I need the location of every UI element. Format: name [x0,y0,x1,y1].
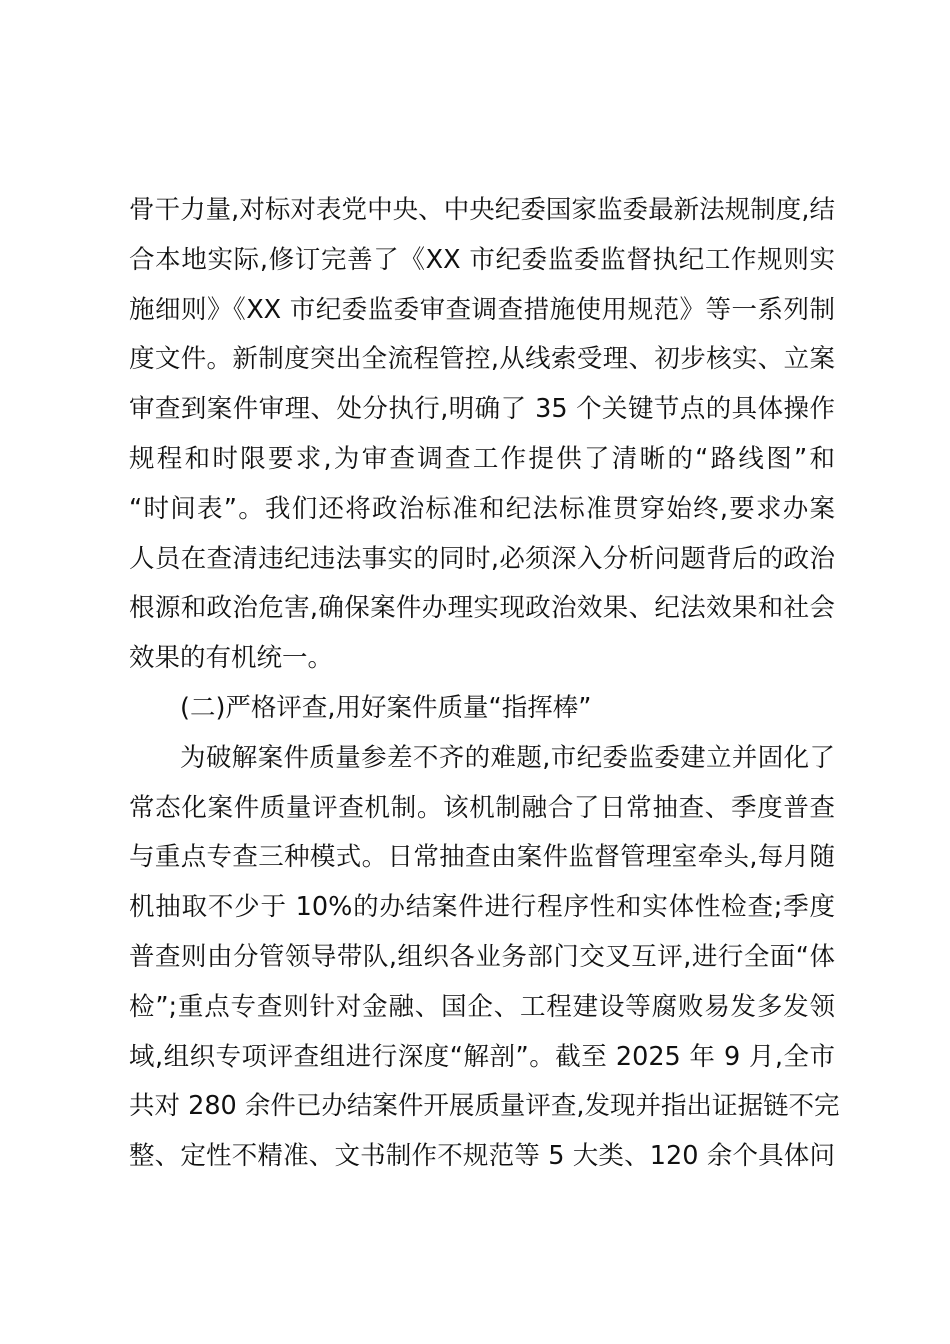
text-line: 骨干力量,对标对表党中央、中央纪委国家监委最新法规制度,结 [129,195,835,225]
paragraph-end-line: 效果的有机统一。 [129,643,334,674]
text-line: 度文件。新制度突出全流程管控,从线索受理、初步核实、立案 [129,344,835,375]
text-line: 共对 280 余件已办结案件开展质量评查,发现并指出证据链不完 [129,1091,840,1122]
text-line: 域,组织专项评查组进行深度“解剖”。截至 2025 年 9 月,全市 [129,1041,835,1072]
text-line: 合本地实际,修订完善了《XX 市纪委监委监督执纪工作规则实 [129,244,835,275]
section-heading: (二)严格评查,用好案件质量“指挥棒” [180,692,592,723]
text-line: 与重点专查三种模式。日常抽查由案件监督管理室牵头,每月随 [129,842,835,873]
text-line: “时间表”。我们还将政治标准和纪法标准贯穿始终,要求办案 [129,493,835,524]
text-line: 检”;重点专查则针对金融、国企、工程建设等腐败易发多发领 [129,991,835,1022]
paragraph-first-line: 为破解案件质量参差不齐的难题,市纪委监委建立并固化了 [180,742,835,773]
document-body [129,186,840,1182]
text-line: 根源和政治危害,确保案件办理实现政治效果、纪法效果和社会 [129,593,835,624]
text-line: 人员在查清违纪违法事实的同时,必须深入分析问题背后的政治 [129,543,835,574]
text-line: 机抽取不少于 10%的办结案件进行程序性和实体性检查;季度 [129,892,835,923]
text-line: 审查到案件审理、处分执行,明确了 35 个关键节点的具体操作 [129,394,835,425]
text-line: 常态化案件质量评查机制。该机制融合了日常抽查、季度普查 [129,792,835,823]
text-line: 普查则由分管领导带队,组织各业务部门交叉互评,进行全面“体 [129,941,835,972]
text-line: 规程和时限要求,为审查调查工作提供了清晰的“路线图”和 [129,443,835,474]
text-line: 整、定性不精准、文书制作不规范等 5 大类、120 余个具体问 [129,1141,835,1172]
text-line: 施细则》《XX 市纪委监委审查调查措施使用规范》等一系列制 [129,294,835,325]
